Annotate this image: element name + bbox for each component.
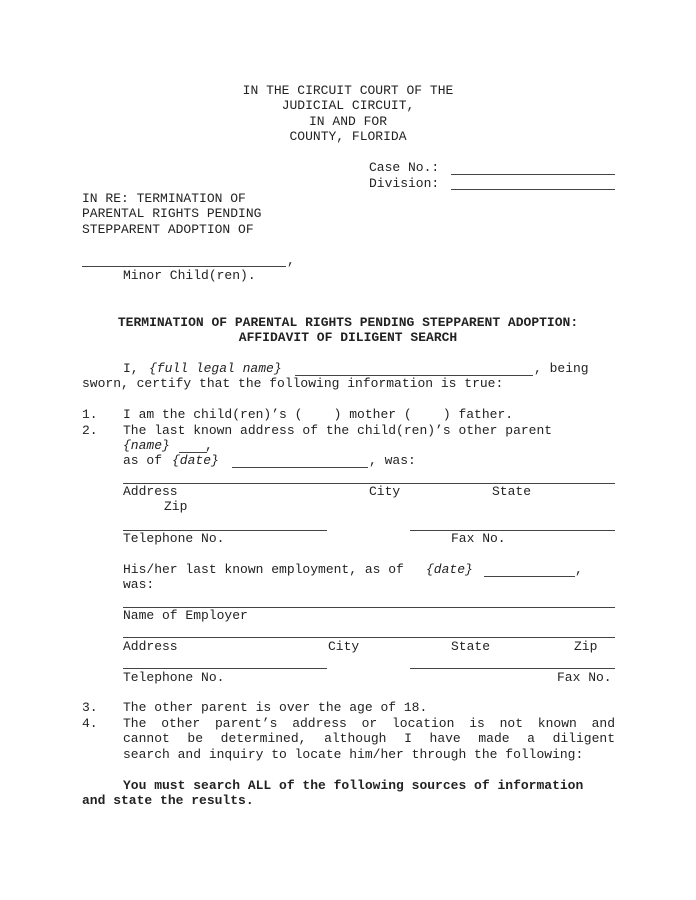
employer-city-label: City bbox=[328, 639, 360, 654]
intro-line2: sworn, certify that the following information is true: bbox=[82, 376, 504, 391]
telephone-label: Telephone No. bbox=[123, 531, 225, 546]
item2-date-placeholder: {date} bbox=[172, 453, 219, 468]
zip-label: Zip bbox=[164, 499, 188, 514]
instructions-line2: and state the results. bbox=[82, 793, 254, 808]
employment-line2: was: bbox=[123, 577, 155, 592]
court-heading-line4: COUNTY, FLORIDA bbox=[289, 129, 407, 144]
employer-address-label: Address bbox=[123, 639, 178, 654]
child-name-field[interactable] bbox=[82, 266, 286, 267]
employment-date-field[interactable] bbox=[484, 576, 575, 577]
employer-address-field[interactable] bbox=[123, 637, 615, 638]
employer-telephone-field[interactable] bbox=[123, 668, 327, 669]
in-re-line3: STEPPARENT ADOPTION OF bbox=[82, 222, 254, 237]
case-no-field[interactable] bbox=[451, 174, 615, 175]
in-re-line2: PARENTAL RIGHTS PENDING bbox=[82, 206, 262, 221]
intro-being: , being bbox=[534, 361, 589, 376]
employment-comma: , bbox=[575, 562, 583, 577]
employment-date-placeholder: {date} bbox=[426, 562, 473, 577]
employer-fax-field[interactable] bbox=[410, 668, 615, 669]
item2-asof: as of bbox=[123, 453, 170, 468]
address-label: Address bbox=[123, 484, 178, 499]
item2-date-field[interactable] bbox=[232, 467, 368, 468]
employer-telephone-label: Telephone No. bbox=[123, 670, 225, 685]
document-title-line1: TERMINATION OF PARENTAL RIGHTS PENDING STEPPARENT ADOPTION: bbox=[117, 315, 579, 330]
employer-zip-label: Zip bbox=[574, 639, 598, 654]
minor-children-label: Minor Child(ren). bbox=[123, 268, 256, 283]
item2-name-comma: , bbox=[205, 438, 213, 453]
fax-field[interactable] bbox=[410, 530, 615, 531]
employer-state-label: State bbox=[451, 639, 491, 654]
court-heading-line1: IN THE CIRCUIT COURT OF THE bbox=[242, 83, 454, 98]
item2-was: , was: bbox=[369, 453, 416, 468]
item2-name-placeholder: {name} bbox=[123, 438, 170, 453]
court-heading-line3: IN AND FOR bbox=[308, 114, 387, 129]
court-heading-line2: JUDICIAL CIRCUIT, bbox=[281, 98, 415, 113]
item-number-4: 4. bbox=[82, 716, 98, 731]
item2-line1: The last known address of the child(ren)’s other parent bbox=[123, 423, 553, 438]
document-title-line2: AFFIDAVIT OF DILIGENT SEARCH bbox=[238, 330, 458, 345]
instructions-line1: You must search ALL of the following sources of information bbox=[123, 778, 584, 793]
employer-name-label: Name of Employer bbox=[123, 608, 248, 623]
case-no-label: Case No.: bbox=[369, 160, 440, 175]
state-label: State bbox=[492, 484, 532, 499]
item1-text: I am the child(ren)’s ( ) mother ( ) father. bbox=[123, 407, 514, 422]
child-name-comma: , bbox=[287, 253, 295, 268]
full-legal-name-placeholder: {full legal name} bbox=[149, 361, 282, 376]
employment-line1: His/her last known employment, as of bbox=[123, 562, 412, 577]
employer-fax-label: Fax No. bbox=[557, 670, 612, 685]
item3-text: The other parent is over the age of 18. bbox=[123, 700, 428, 715]
fax-label: Fax No. bbox=[451, 531, 506, 546]
intro-prefix: I, bbox=[123, 361, 147, 376]
item-number-3: 3. bbox=[82, 700, 98, 715]
division-label: Division: bbox=[369, 176, 440, 191]
city-label: City bbox=[369, 484, 401, 499]
item4-line2: cannot be determined, although I have made a diligent bbox=[123, 731, 615, 746]
item4-line1: The other parent’s address or location is not known and bbox=[123, 716, 615, 731]
item-number-1: 1. bbox=[82, 407, 98, 422]
item4-line3: search and inquiry to locate him/her through the following: bbox=[123, 747, 584, 762]
in-re-line1: IN RE: TERMINATION OF bbox=[82, 191, 246, 206]
division-field[interactable] bbox=[451, 189, 615, 190]
item-number-2: 2. bbox=[82, 423, 98, 438]
